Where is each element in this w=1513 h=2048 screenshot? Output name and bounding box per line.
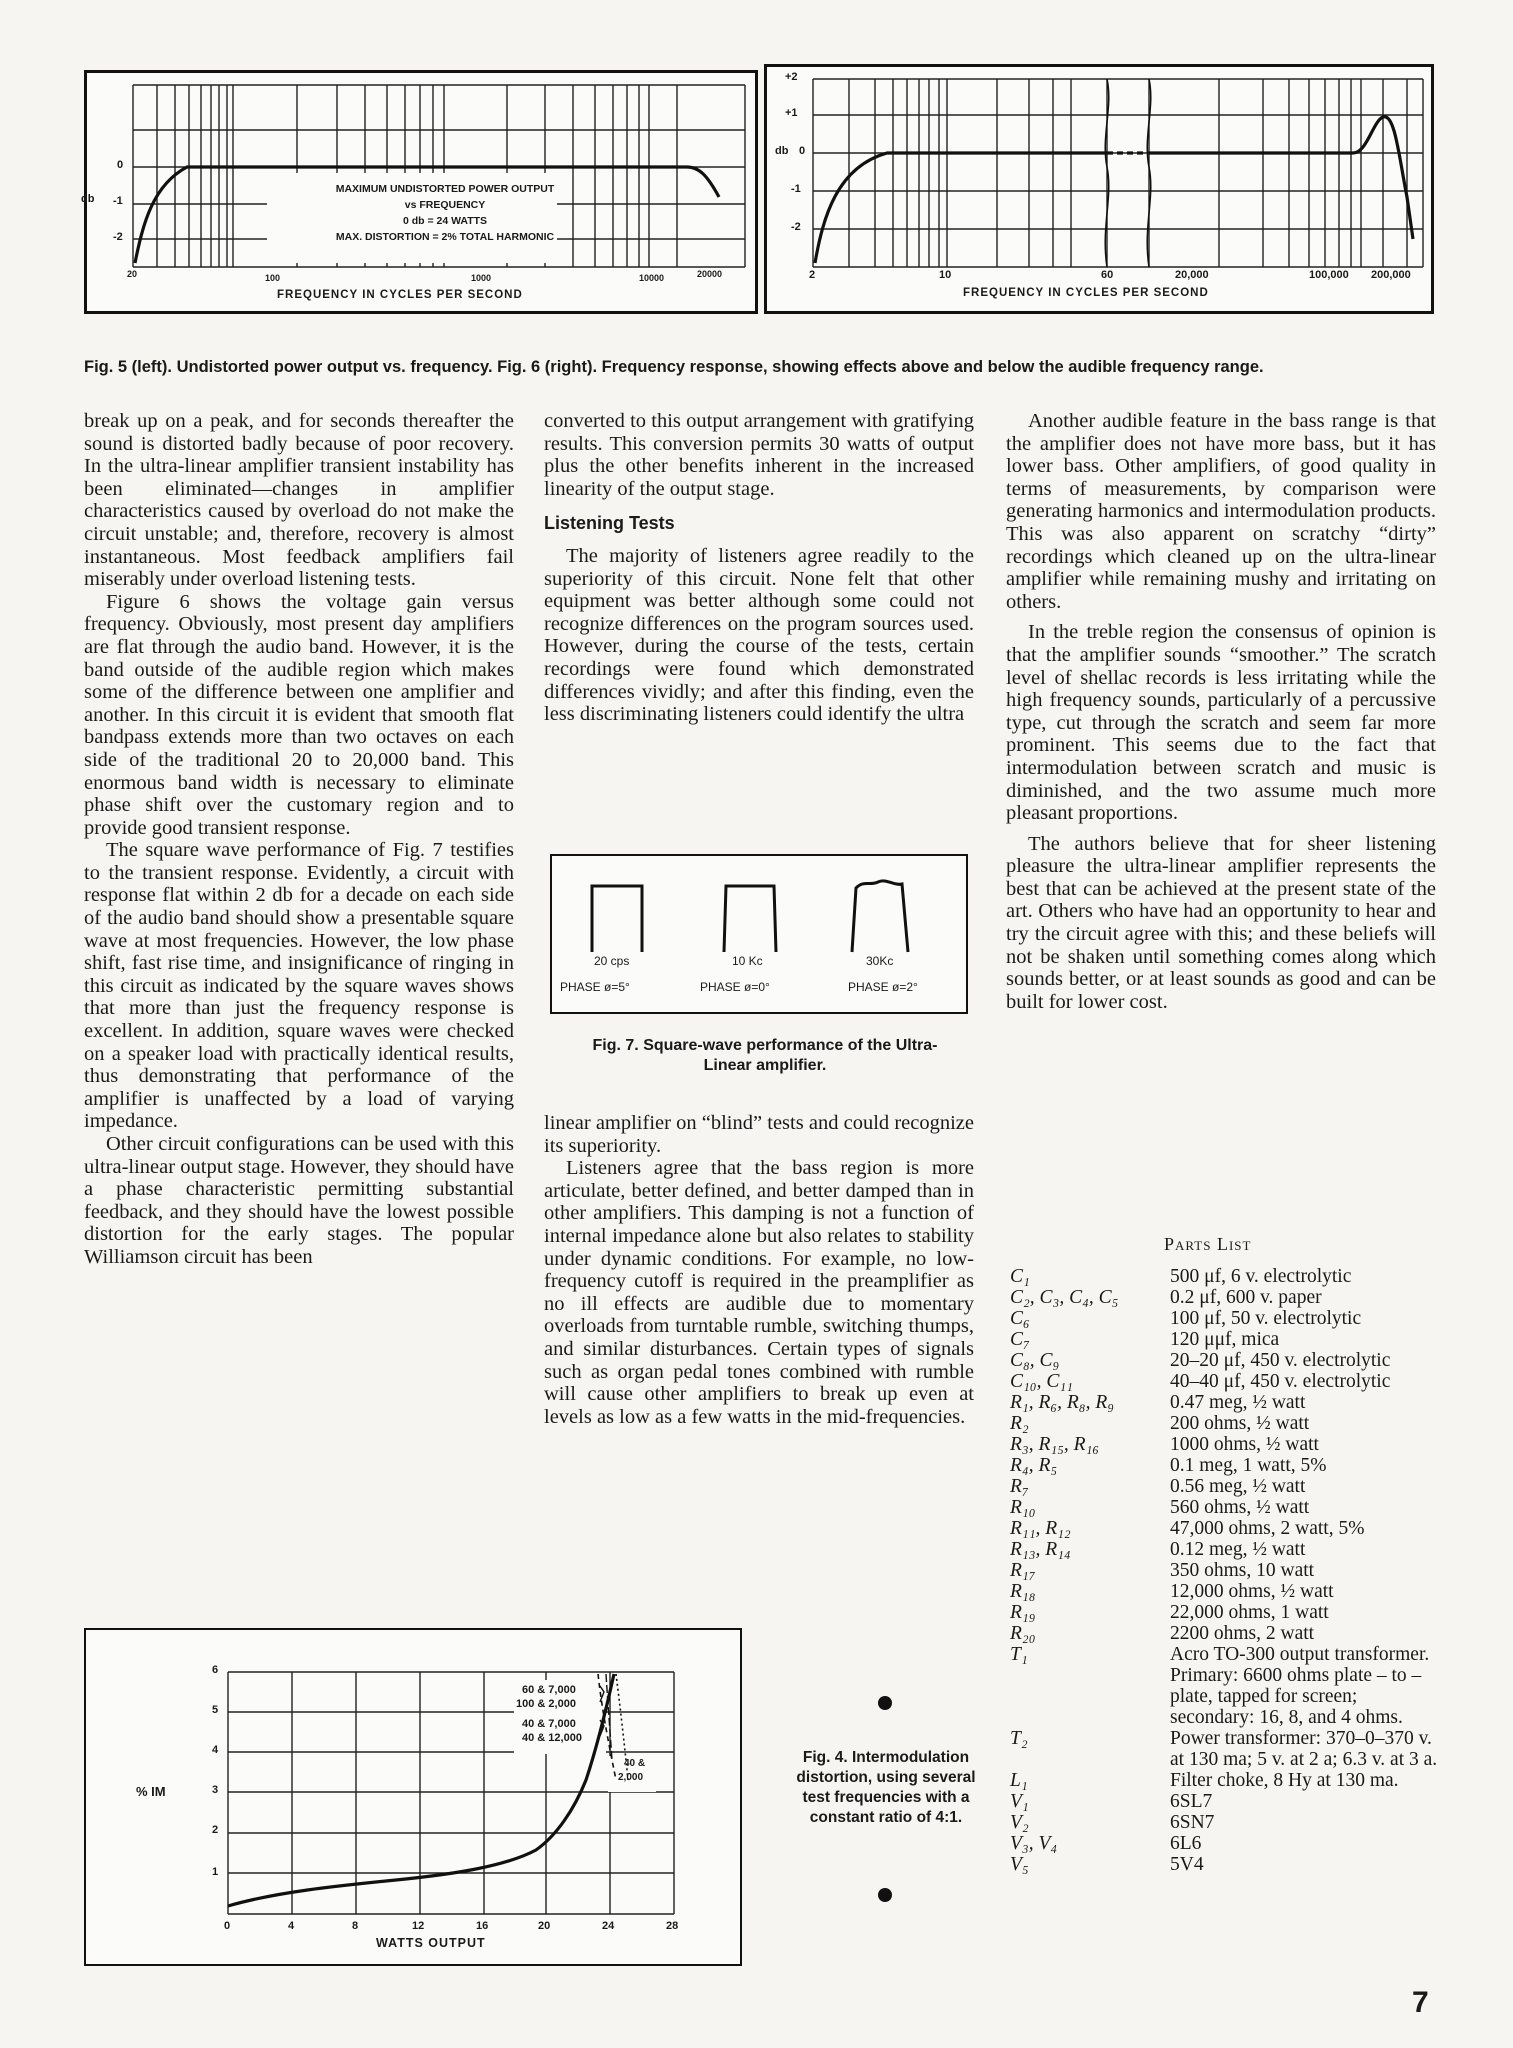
parts-symbol: C₈, C₉ [1010,1350,1060,1371]
fig4-annotation: 40 & 7,000 [522,1718,576,1730]
parts-value: 5V4 [1170,1854,1204,1875]
parts-list-row [1010,1812,1440,1833]
fig7-phase: PHASE ø=5° [560,980,630,994]
parts-list-row [1010,1560,1440,1581]
parts-symbol: R₁₉ [1010,1602,1036,1623]
col1-paragraph: Other circuit configurations can be used with this ultra-linear output stage. However, they should have a phase characteristic permitting substantial feedback, and they should have the lowest possible distortion for the early stages. The popular Williamson circuit has been [84,1133,514,1268]
fig6-xtick: 2 [809,269,816,281]
parts-list-row [1010,1434,1440,1455]
fig4-annotation: 40 & [624,1758,646,1769]
col3-paragraph: The authors believe that for sheer listening pleasure the ultra-linear amplifier represents the best that can be achieved at the present state of the art. Others who have had an opportunity to hear and try the circuit agree with this; and these beliefs will not be shaken until something comes along which sounds better, or at least sounds as good and can be built for lower cost. [1006,832,1436,1013]
fig6-xtick: 20,000 [1175,269,1209,281]
fig4-xtick: 4 [288,1920,295,1932]
parts-list-row [1010,1539,1440,1560]
col2-paragraph: Listeners agree that the bass region is more articulate, better defined, and better damped than in other amplifiers. This damping is not a function of internal impedance alone but also relates to stability under dynamic conditions. For example, no low-frequency cutoff is required in the preamplifier as no ill effects are audible due to momentary overloads from turntable rumble, switching thumps, and similar disturbances. Certain types of signals such as organ pedal tones combined with rumble will cause other amplifiers to break up even at levels as low as a few watts in the mid-frequencies. [544,1157,974,1428]
section-heading-listening-tests: Listening Tests [544,513,675,534]
parts-value: 0.1 meg, 1 watt, 5% [1170,1455,1327,1476]
fig6-ylabel: db [775,145,789,157]
parts-value: 0.2 μf, 600 v. paper [1170,1287,1322,1308]
parts-list-row [1010,1266,1440,1287]
fig4-annotation: 40 & 12,000 [522,1732,582,1744]
parts-symbol: R₁₁, R₁₂ [1010,1518,1071,1539]
fig5-ytick: -2 [113,231,123,243]
fig6-xtick: 100,000 [1309,269,1349,281]
fig6-ytick: +1 [785,107,798,119]
bullet-dot [878,1696,892,1710]
parts-symbol: R₁, R₆, R₈, R₉ [1010,1392,1115,1413]
col2-paragraph: converted to this output arrangement with gratifying results. This conversion permits 30 watts of output plus the other benefits inherent in the increased linearity of the output stage. [544,410,974,500]
fig4-xtick: 8 [352,1920,359,1932]
column-3 [1006,410,1436,1013]
col2-paragraph: The majority of listeners agree readily to the superiority of this circuit. None felt that other equipment was better although some could not recognize differences on the program sources used. However, during the course of the tests, certain recordings were found which demonstrated differences vividly; and after this finding, even the less discriminating listeners could identify the ultra [544,544,974,726]
fig4-ylabel: % IM [136,1784,166,1799]
fig5-xtick: 20000 [697,269,723,279]
parts-symbol: C₂, C₃, C₄, C₅ [1010,1287,1119,1308]
parts-symbol: R₇ [1010,1476,1029,1497]
fig6-xtick: 60 [1101,269,1114,281]
parts-symbol: C₆ [1010,1308,1030,1329]
parts-symbol: C₁₀, C₁₁ [1010,1371,1073,1392]
fig4-ytick: 3 [212,1784,219,1796]
parts-list-row [1010,1308,1440,1329]
parts-value: 12,000 ohms, ½ watt [1170,1581,1334,1602]
parts-symbol: R₁₈ [1010,1581,1036,1602]
parts-symbol: R₃, R₁₅, R₁₆ [1010,1434,1100,1455]
parts-value: 100 μf, 50 v. electrolytic [1170,1308,1362,1329]
parts-symbol: V₅ [1010,1854,1029,1875]
fig5-box-subtitle: vs FREQUENCY [404,199,486,211]
fig4-xtick: 16 [476,1920,489,1932]
parts-list [1010,1266,1440,1875]
fig4-ytick: 4 [212,1744,219,1756]
parts-list-row [1010,1392,1440,1413]
parts-value: Acro TO-300 output transformer. Primary: 6600 ohms plate – to – plate, tapped for screen; secondary: 16, 8, and 4 ohms. [1170,1644,1430,1728]
parts-list-row [1010,1287,1440,1308]
fig7-caption: Fig. 7. Square-wave performance of the Ultra-Linear amplifier. [592,1037,938,1074]
parts-symbol: R₂₀ [1010,1623,1036,1644]
parts-list-row [1010,1497,1440,1518]
col3-paragraph: Another audible feature in the bass range is that the amplifier does not have more bass, but it has lower bass. Other amplifiers, of good quality in terms of measurements, by comparison were generating harmonics and intermodulation products. This was also apparent on scratchy “dirty” recordings which cleaned up on the ultra-linear amplifier while remaining mushy and irritating on others. [1006,410,1436,613]
parts-symbol: V₃, V₄ [1010,1833,1058,1854]
parts-symbol: V₂ [1010,1812,1029,1833]
fig5-box-reference: 0 db = 24 WATTS [402,215,488,227]
parts-symbol: R₂ [1010,1413,1029,1434]
parts-list-row [1010,1854,1440,1875]
col1-paragraph: The square wave performance of Fig. 7 testifies to the transient response. Evidently, a circuit with response flat within 2 db for a decade on each side of the audio band should show a presentable square wave at most frequencies. However, the low phase shift, fast rise time, and insignificance of ringing in this circuit as indicated by the square waves shows that more than just the frequency response is excellent. In addition, square waves were checked on a speaker load with practically identical results, thus demonstrating that performance of the amplifier is unaffected by a load of varying impedance. [84,839,514,1133]
column-2-bottom [544,1112,974,1428]
parts-symbol: R₄, R₅ [1010,1455,1058,1476]
fig4-xtick: 20 [538,1920,551,1932]
fig4-xtick: 12 [412,1920,425,1932]
fig6-xtick: 200,000 [1371,269,1411,281]
parts-value: 0.56 meg, ½ watt [1170,1476,1306,1497]
parts-symbol: T₂ [1010,1728,1028,1749]
fig5-ytick: 0 [117,159,124,171]
parts-list-row [1010,1455,1440,1476]
fig4-xtick: 28 [666,1920,679,1932]
fig5-xtick: 1000 [471,273,492,283]
fig4-caption: Fig. 4. Intermodulation distortion, using several test frequencies with a constant ratio of 4:1. [796,1749,976,1826]
fig7-label: 30Kc [866,954,894,968]
fig5-ytick: -1 [113,195,123,207]
col1-paragraph: Figure 6 shows the voltage gain versus frequency. Obviously, most present day amplifiers are flat through the audio band. However, it is the band outside of the audible region which makes some of the difference between one amplifier and another. In this circuit it is evident that smooth flat bandpass extends more than two octaves on each side of the traditional 20 to 20,000 band. This enormous band width is necessary to eliminate phase shift over the customary region and to provide good transient response. [84,590,514,839]
fig7-phase: PHASE ø=2° [848,980,918,994]
parts-symbol: R₁₀ [1010,1497,1036,1518]
col2-paragraph: linear amplifier on “blind” tests and could recognize its superiority. [544,1112,974,1157]
fig6-xlabel: FREQUENCY IN CYCLES PER SECOND [963,287,1209,299]
parts-list-row [1010,1329,1440,1350]
parts-list-row [1010,1623,1440,1644]
parts-list-row [1010,1371,1440,1392]
parts-value: 2200 ohms, 2 watt [1170,1623,1315,1644]
fig4-annotation: 60 & 7,000 [522,1684,576,1696]
parts-value: 6SL7 [1170,1791,1213,1812]
column-1 [84,410,514,1269]
page-number: 7 [1412,1986,1429,2019]
parts-list-row [1010,1581,1440,1602]
parts-value: 40–40 μf, 450 v. electrolytic [1170,1371,1391,1392]
parts-value: 0.47 meg, ½ watt [1170,1392,1306,1413]
parts-list-row [1010,1644,1440,1728]
parts-value: 6SN7 [1170,1812,1215,1833]
parts-value: 20–20 μf, 450 v. electrolytic [1170,1350,1391,1371]
fig4-ytick: 5 [212,1704,219,1716]
fig4-ytick: 6 [212,1664,219,1676]
parts-value: 500 μf, 6 v. electrolytic [1170,1266,1352,1287]
parts-list-row [1010,1413,1440,1434]
parts-value: 120 μμf, mica [1170,1329,1280,1350]
parts-value: 6L6 [1170,1833,1202,1854]
parts-list-row [1010,1518,1440,1539]
fig5-xtick: 100 [265,273,281,283]
parts-value: 0.12 meg, ½ watt [1170,1539,1306,1560]
fig7-label: 20 cps [594,954,630,968]
parts-value: 22,000 ohms, 1 watt [1170,1602,1329,1623]
col1-paragraph: break up on a peak, and for seconds thereafter the sound is distorted badly because of poor recovery. In the ultra-linear amplifier transient instability has been eliminated—changes in amplifier characteristics caused by overload do not make the circuit unstable; and, therefore, recovery is almost instantaneous. Most feedback amplifiers fail miserably under overload listening tests. [84,410,514,591]
fig5-box-distortion: MAX. DISTORTION = 2% TOTAL HARMONIC [335,231,555,243]
col3-paragraph: In the treble region the consensus of opinion is that the amplifier sounds “smoother.” The scratch level of shellac records is less irritating while the high frequency sounds, particularly of a percussive type, cut through the scratch and seem far more prominent. This seems due to the fact that intermodulation between scratch and music is diminished, and the two assume much more pleasant proportions. [1006,621,1436,825]
fig7-phase: PHASE ø=0° [700,980,770,994]
parts-symbol: R₁₃, R₁₄ [1010,1539,1071,1560]
fig4-annotation: 100 & 2,000 [516,1698,576,1710]
parts-list-title: Parts List [1164,1234,1252,1254]
fig5-box-title: MAXIMUM UNDISTORTED POWER OUTPUT [335,183,555,195]
parts-symbol: L₁ [1010,1770,1028,1791]
parts-list-row [1010,1350,1440,1371]
fig4-ytick: 1 [212,1866,219,1878]
parts-symbol: T₁ [1010,1644,1028,1665]
fig5-6-caption: Fig. 5 (left). Undistorted power output vs. frequency. Fig. 6 (right). Frequency response, showing effects above and below the audible frequency range. [84,358,1264,376]
fig5-chart [81,70,758,314]
parts-value: 47,000 ohms, 2 watt, 5% [1170,1518,1365,1539]
parts-value: 560 ohms, ½ watt [1170,1497,1310,1518]
parts-value: 200 ohms, ½ watt [1170,1413,1310,1434]
parts-value: 350 ohms, 10 watt [1170,1560,1315,1581]
parts-symbol: C₇ [1010,1329,1030,1350]
parts-list-row [1010,1791,1440,1812]
parts-symbol: V₁ [1010,1791,1029,1812]
fig4-ytick: 2 [212,1824,219,1836]
parts-list-row [1010,1770,1440,1791]
fig6-ytick: -1 [791,183,801,195]
fig5-xtick: 10000 [639,273,665,283]
fig7-square-waves [550,854,968,1014]
bullet-dot [878,1888,892,1902]
fig4-xlabel: WATTS OUTPUT [376,1936,486,1950]
parts-list-row [1010,1602,1440,1623]
parts-value: Filter choke, 8 Hy at 130 ma. [1170,1770,1399,1791]
fig6-ytick: 0 [799,145,806,157]
fig7-label: 10 Kc [732,954,763,968]
fig6-ytick: -2 [791,221,801,233]
column-2-top [544,410,974,726]
fig6-xtick: 10 [939,269,952,281]
parts-symbol: R₁₇ [1010,1560,1036,1581]
parts-value: Power transformer: 370–0–370 v. at 130 ma; 5 v. at 2 a; 6.3 v. at 3 a. [1170,1728,1438,1770]
parts-value: 1000 ohms, ½ watt [1170,1434,1319,1455]
parts-list-row [1010,1476,1440,1497]
fig4-annotation: 2,000 [618,1772,644,1783]
parts-list-row [1010,1833,1440,1854]
parts-symbol: C₁ [1010,1266,1030,1287]
fig5-ylabel: db [81,193,95,205]
fig4-chart [84,1628,742,1966]
fig5-xlabel: FREQUENCY IN CYCLES PER SECOND [277,289,523,301]
fig6-chart [764,64,1434,314]
fig4-xtick: 0 [224,1920,231,1932]
fig5-xtick: 20 [127,269,138,279]
fig4-xtick: 24 [602,1920,615,1932]
parts-list-row [1010,1728,1440,1770]
fig6-ytick: +2 [785,71,798,83]
